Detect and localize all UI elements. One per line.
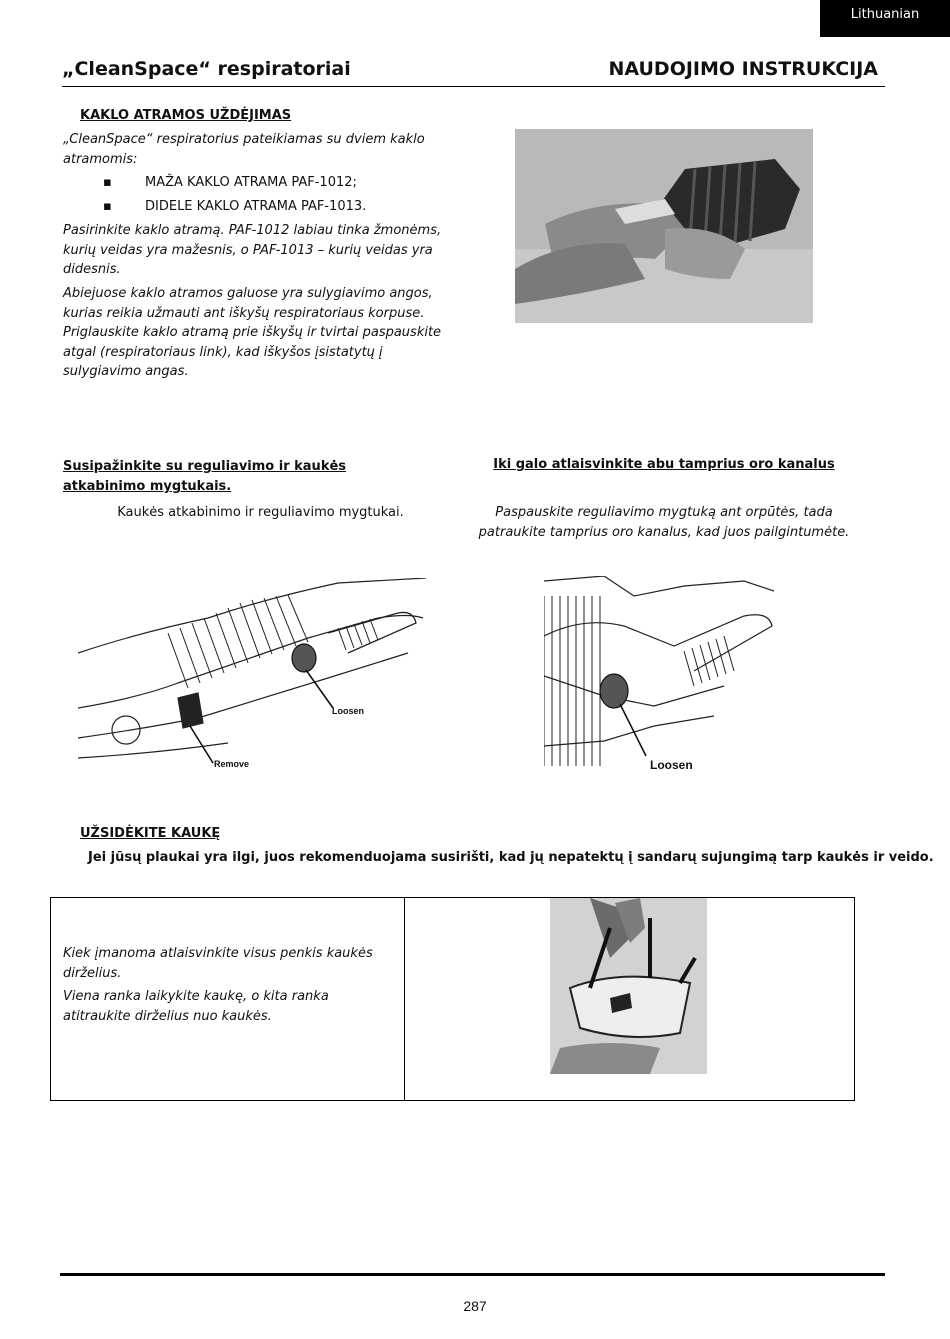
document-title: „CleanSpace“ respiratoriai <box>62 58 351 80</box>
cell-divider <box>404 898 405 1100</box>
buttons-diagram <box>78 578 426 773</box>
page-number: 287 <box>463 1298 487 1314</box>
loosen-section-title: Iki galo atlaisvinkite abu tamprius oro kanalus <box>493 457 835 472</box>
bullet-item: ▪ MAŽA KAKLO ATRAMA PAF-1012; <box>103 175 357 190</box>
manual-title: NAUDOJIMO INSTRUKCIJA <box>608 58 878 80</box>
header-rule <box>62 86 885 87</box>
language-tab: Lithuanian <box>820 0 950 37</box>
neck-choose-text: Pasirinkite kaklo atramą. PAF-1012 labiau tinka žmonėms, kurių veidas yra mažesnis, o PAF-1013 – kurių veidas yra didesnis. <box>63 223 442 277</box>
mask-section-title: UŽSIDĖKITE KAUKĘ <box>80 826 221 841</box>
pull-straps-text: Viena ranka laikykite kaukę, o kita ranka atitraukite dirželius nuo kaukės. <box>63 989 329 1024</box>
loosen-label: Loosen <box>332 706 365 716</box>
loosen-straps-text: Kiek įmanoma atlaisvinkite visus penkis kaukės dirželius. <box>63 946 373 981</box>
loosen-label: Loosen <box>650 758 693 772</box>
buttons-section-title: Susipažinkite su reguliavimo ir kaukės atkabinimo mygtukais. <box>63 459 347 494</box>
footer-rule <box>60 1273 885 1276</box>
loosen-diagram <box>544 576 774 776</box>
neck-intro: „CleanSpace“ respiratorius pateikiamas su dviem kaklo atramomis: <box>63 132 425 167</box>
neck-fit-text: Abiejuose kaklo atramos galuose yra sulygiavimo angos, kurias reikia užmauti ant iškyšų respiratoriaus korpuse. Priglauskite kaklo atramą prie iškyšų ir tvirtai paspauskite atgal (respiratoriaus link), kad iškyšos įsistatytų į sulygiavimo angas. <box>63 286 442 379</box>
bullet-item: ▪ DIDELE KAKLO ATRAMA PAF-1013. <box>103 199 367 214</box>
loosen-caption: Paspauskite reguliavimo mygtuką ant orpūtės, tada patraukite tamprius oro kanalus, kad juos pailgintumėte. <box>478 505 850 540</box>
neck-section-title: KAKLO ATRAMOS UŽDĖJIMAS <box>80 108 292 123</box>
mask-photo <box>550 898 707 1074</box>
neck-support-photo <box>515 129 813 323</box>
buttons-caption: Kaukės atkabinimo ir reguliavimo mygtukai. <box>117 505 404 520</box>
hair-note: Jei jūsų plaukai yra ilgi, juos rekomenduojama susirišti, kad jų nepatektų į sandarų sujungimą tarp kaukės ir veido. <box>88 850 934 865</box>
remove-label: Remove <box>214 759 250 769</box>
mask-instructions-table <box>50 897 855 1101</box>
